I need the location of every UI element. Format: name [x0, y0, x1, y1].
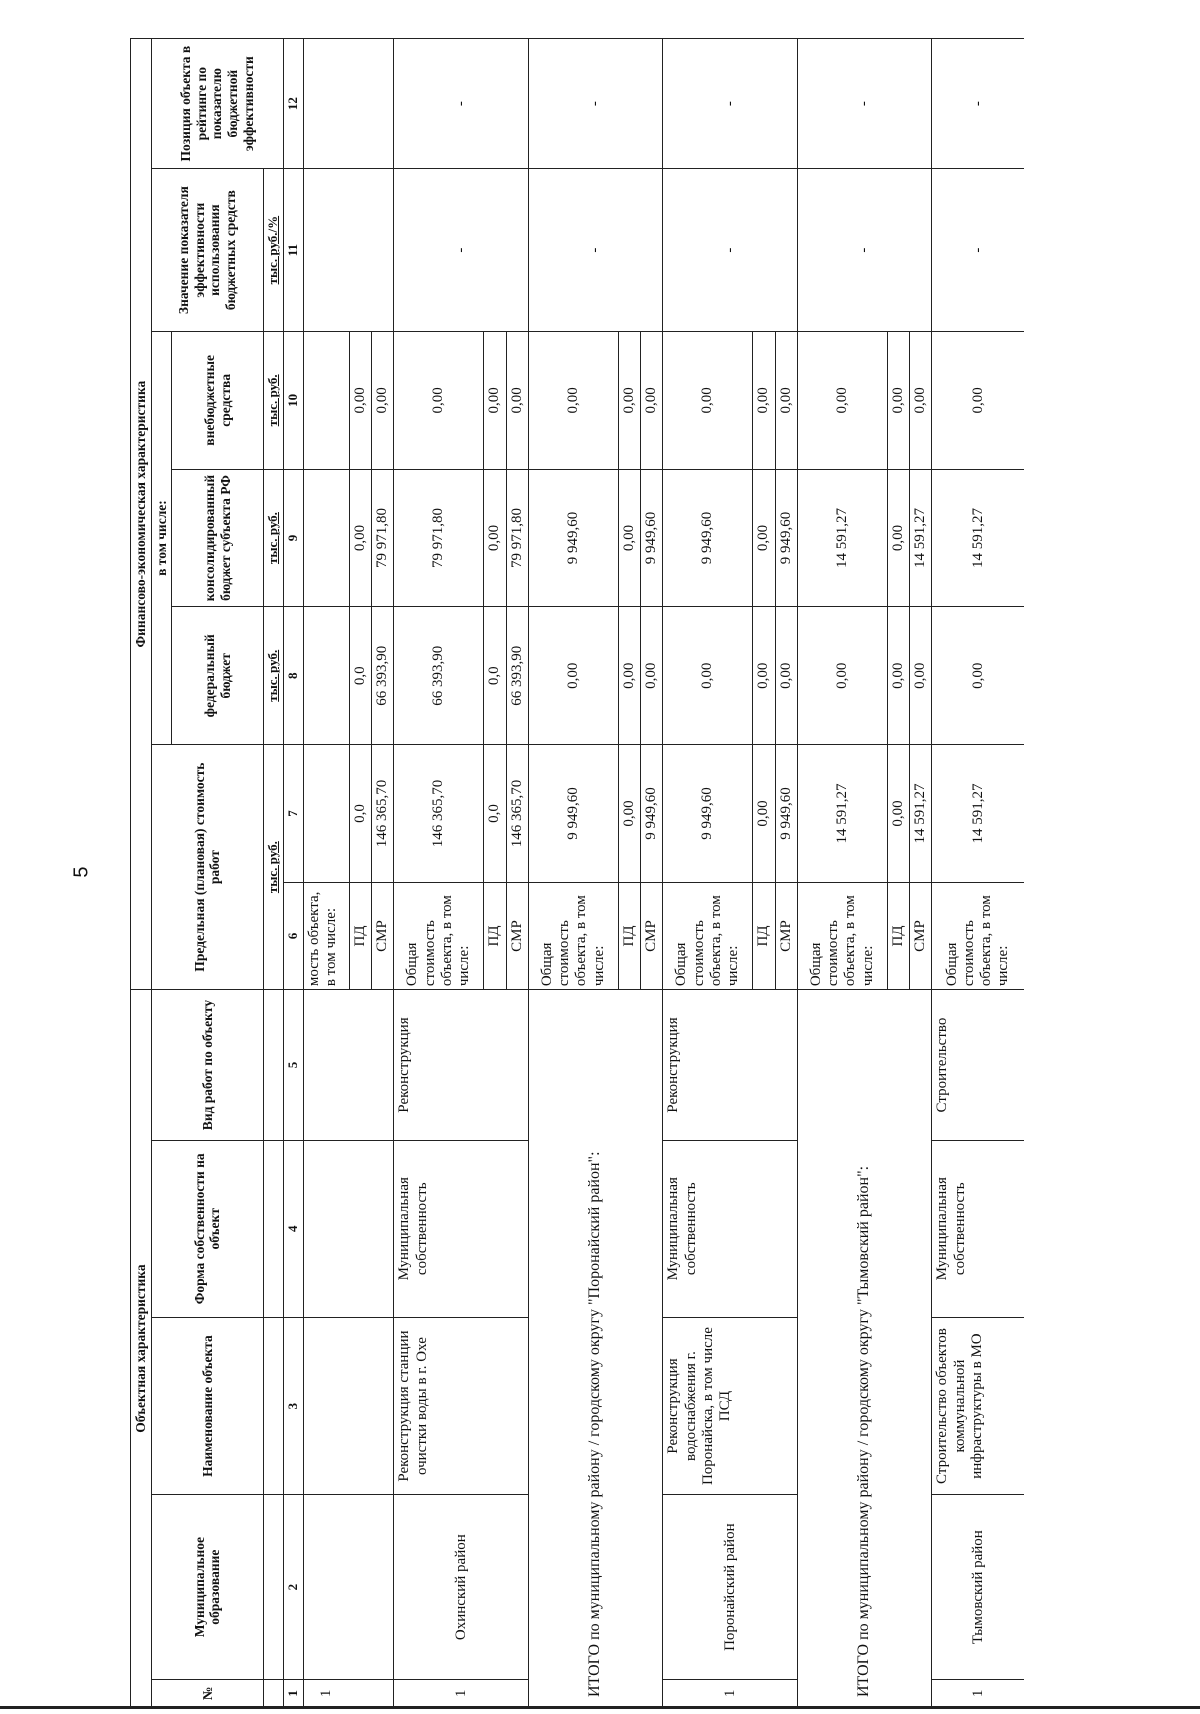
pd-cost: 0,0	[484, 745, 506, 883]
rating-position: -	[797, 39, 932, 169]
rating-position: -	[394, 39, 529, 169]
total-cost: 14 591,27	[797, 745, 887, 883]
smr-consolidated: 79 971,80	[372, 469, 394, 607]
pd-extrabudget: 0,00	[887, 331, 909, 469]
smr-federal: 66 393,90	[372, 607, 394, 745]
column-number: 8	[283, 607, 303, 745]
efficiency-value: -	[932, 169, 1024, 332]
ownership-form: Муниципальная собственность	[932, 1140, 1024, 1317]
column-number: 6	[283, 882, 303, 989]
mo-name: Тымовский район	[932, 1495, 1024, 1679]
pd-consolidated: 0,00	[484, 469, 506, 607]
pd-label: ПД	[887, 882, 909, 989]
total-cost: 9 949,60	[663, 745, 753, 883]
col-no-header: №	[151, 1679, 264, 1707]
column-number: 2	[283, 1495, 303, 1679]
column-number: 4	[283, 1140, 303, 1317]
col-pos-header: Позиция объекта в рейтинге по показателю бюджетной эффективности	[151, 39, 283, 169]
pd-extrabudget: 0,00	[618, 331, 640, 469]
pd-federal: 0,0	[349, 607, 371, 745]
total-extrabudget: 0,00	[528, 331, 618, 469]
table-row	[349, 39, 371, 1708]
efficiency-value: -	[797, 169, 932, 332]
pd-federal: 0,00	[618, 607, 640, 745]
rating-position: -	[528, 39, 663, 169]
total-extrabudget: 0,00	[663, 331, 753, 469]
row-number: 1	[932, 1679, 1024, 1707]
mo-name: Поронайский район	[663, 1495, 798, 1679]
total-federal: 66 393,90	[394, 607, 484, 745]
pd-label: ПД	[753, 882, 775, 989]
cost-unit: тыс. руб.	[264, 745, 284, 990]
smr-extrabudget: 0,00	[372, 331, 394, 469]
pd-consolidated: 0,00	[887, 469, 909, 607]
table-row	[394, 39, 484, 1708]
column-number: 10	[283, 331, 303, 469]
object-name: Реконструкция станции очистки воды в г. Охе	[394, 1317, 529, 1495]
financing-table-sheet	[130, 38, 1190, 1708]
total-cost-label: мость объекта, в том числе:	[303, 882, 349, 989]
col-cost-header: Предельная (плановая) стоимость работ	[151, 745, 264, 990]
pd-label: ПД	[484, 882, 506, 989]
work-type: Реконструкция	[394, 990, 529, 1141]
table-row	[303, 39, 349, 1708]
object-name: Строительство объектов коммунальной инфраструктуры в МО	[932, 1317, 1024, 1495]
smr-extrabudget: 0,00	[506, 331, 528, 469]
total-federal: 0,00	[797, 607, 887, 745]
bottom-edge-rule	[0, 1706, 1200, 1709]
pd-extrabudget: 0,00	[753, 331, 775, 469]
column-number: 5	[283, 990, 303, 1141]
financing-table	[130, 38, 1024, 1708]
col-extra-header: внебюджетные средства	[172, 331, 264, 469]
pd-federal: 0,0	[484, 607, 506, 745]
column-number: 11	[283, 169, 303, 332]
smr-extrabudget: 0,00	[775, 331, 797, 469]
efficiency-value: -	[663, 169, 798, 332]
total-consolidated: 9 949,60	[528, 469, 618, 607]
pd-extrabudget: 0,00	[484, 331, 506, 469]
total-consolidated: 14 591,27	[932, 469, 1024, 607]
smr-federal: 66 393,90	[506, 607, 528, 745]
work-type: Строительство	[932, 990, 1024, 1141]
total-row-label: ИТОГО по муниципальному району / городскому округу "Тымовский район":	[797, 990, 932, 1708]
total-cost: 9 949,60	[528, 745, 618, 883]
smr-label: СМР	[372, 882, 394, 989]
total-cost: 14 591,27	[932, 745, 1024, 883]
total-row	[797, 39, 887, 1708]
header-group-row	[131, 39, 152, 1708]
table-row	[372, 39, 394, 1708]
column-number: 9	[283, 469, 303, 607]
total-cost: 146 365,70	[394, 745, 484, 883]
col-fed-header: федеральный бюджет	[172, 607, 264, 745]
object-name: Реконструкция водоснабжения г. Поронайска, в том числе ПСД	[663, 1317, 798, 1495]
total-extrabudget: 0,00	[932, 331, 1024, 469]
smr-cost: 9 949,60	[641, 745, 663, 883]
table-row	[932, 39, 1024, 1708]
col-cons-header: консолидированный бюджет субъекта РФ	[172, 469, 264, 607]
row-number: 1	[663, 1679, 798, 1707]
row-number: 1	[303, 1679, 349, 1707]
total-cost-label: Общая стоимость объекта, в том числе:	[394, 882, 484, 989]
smr-cost: 146 365,70	[372, 745, 394, 883]
smr-label: СМР	[910, 882, 932, 989]
total-extrabudget: 0,00	[797, 331, 887, 469]
cons-unit: тыс. руб.	[264, 469, 284, 607]
row-number: 1	[394, 1679, 529, 1707]
smr-consolidated: 14 591,27	[910, 469, 932, 607]
pd-label: ПД	[349, 882, 371, 989]
ownership-form: Муниципальная собственность	[394, 1140, 529, 1317]
fed-unit: тыс. руб.	[264, 607, 284, 745]
column-number: 12	[283, 39, 303, 169]
total-consolidated: 14 591,27	[797, 469, 887, 607]
efficiency-value: -	[528, 169, 663, 332]
pd-cost: 0,00	[618, 745, 640, 883]
pd-extrabudget: 0,00	[349, 331, 371, 469]
total-cost-label: Общая стоимость объекта, в том числе:	[932, 882, 1024, 989]
smr-consolidated: 9 949,60	[641, 469, 663, 607]
smr-federal: 0,00	[641, 607, 663, 745]
page-number: 5	[70, 866, 93, 878]
smr-label: СМР	[506, 882, 528, 989]
column-number: 3	[283, 1317, 303, 1495]
total-federal: 0,00	[663, 607, 753, 745]
smr-label: СМР	[641, 882, 663, 989]
smr-extrabudget: 0,00	[641, 331, 663, 469]
col-work-header: Вид работ по объекту	[151, 990, 264, 1141]
col-form-header: Форма собственности на объект	[151, 1140, 264, 1317]
total-consolidated: 79 971,80	[394, 469, 484, 607]
ownership-form: Муниципальная собственность	[663, 1140, 798, 1317]
work-type: Реконструкция	[663, 990, 798, 1141]
smr-federal: 0,00	[910, 607, 932, 745]
smr-consolidated: 9 949,60	[775, 469, 797, 607]
pd-federal: 0,00	[753, 607, 775, 745]
extra-unit: тыс. руб.	[264, 331, 284, 469]
group-finance-header: Финансово-экономическая характеристика	[131, 39, 152, 990]
pd-federal: 0,00	[887, 607, 909, 745]
smr-cost: 146 365,70	[506, 745, 528, 883]
pd-consolidated: 0,00	[753, 469, 775, 607]
total-cost-label: Общая стоимость объекта, в том числе:	[797, 882, 887, 989]
pd-consolidated: 0,00	[618, 469, 640, 607]
table-row	[663, 39, 753, 1708]
group-object-header: Объектная характеристика	[131, 990, 152, 1708]
col-name-header: Наименование объекта	[151, 1317, 264, 1495]
eff-unit: тыс. руб./%	[264, 169, 284, 332]
smr-extrabudget: 0,00	[910, 331, 932, 469]
rating-position: -	[663, 39, 798, 169]
column-number: 7	[283, 745, 303, 883]
pd-label: ПД	[618, 882, 640, 989]
pd-cost: 0,00	[753, 745, 775, 883]
smr-cost: 14 591,27	[910, 745, 932, 883]
pd-cost: 0,00	[887, 745, 909, 883]
pd-cost: 0,0	[349, 745, 371, 883]
smr-label: СМР	[775, 882, 797, 989]
smr-federal: 0,00	[775, 607, 797, 745]
total-federal: 0,00	[528, 607, 618, 745]
header-unit-row	[264, 39, 284, 1708]
col-mo-header: Муниципальное образование	[151, 1495, 264, 1679]
efficiency-value: -	[394, 169, 529, 332]
mo-name: Охинский район	[394, 1495, 529, 1679]
incl-header: в том числе:	[151, 331, 172, 744]
smr-consolidated: 79 971,80	[506, 469, 528, 607]
smr-cost: 9 949,60	[775, 745, 797, 883]
pd-consolidated: 0,00	[349, 469, 371, 607]
total-federal: 0,00	[932, 607, 1024, 745]
rating-position: -	[932, 39, 1024, 169]
total-row	[528, 39, 618, 1708]
total-cost-label: Общая стоимость объекта, в том числе:	[663, 882, 753, 989]
total-extrabudget: 0,00	[394, 331, 484, 469]
column-number-row	[283, 39, 303, 1708]
total-cost-label: Общая стоимость объекта, в том числе:	[528, 882, 618, 989]
total-consolidated: 9 949,60	[663, 469, 753, 607]
column-number: 1	[283, 1679, 303, 1707]
header-incl-row	[151, 39, 172, 1708]
col-eff-header: Значение показателя эффективности использования бюджетных средств	[151, 169, 264, 332]
total-row-label: ИТОГО по муниципальному району / городскому округу "Поронайский район":	[528, 990, 663, 1708]
